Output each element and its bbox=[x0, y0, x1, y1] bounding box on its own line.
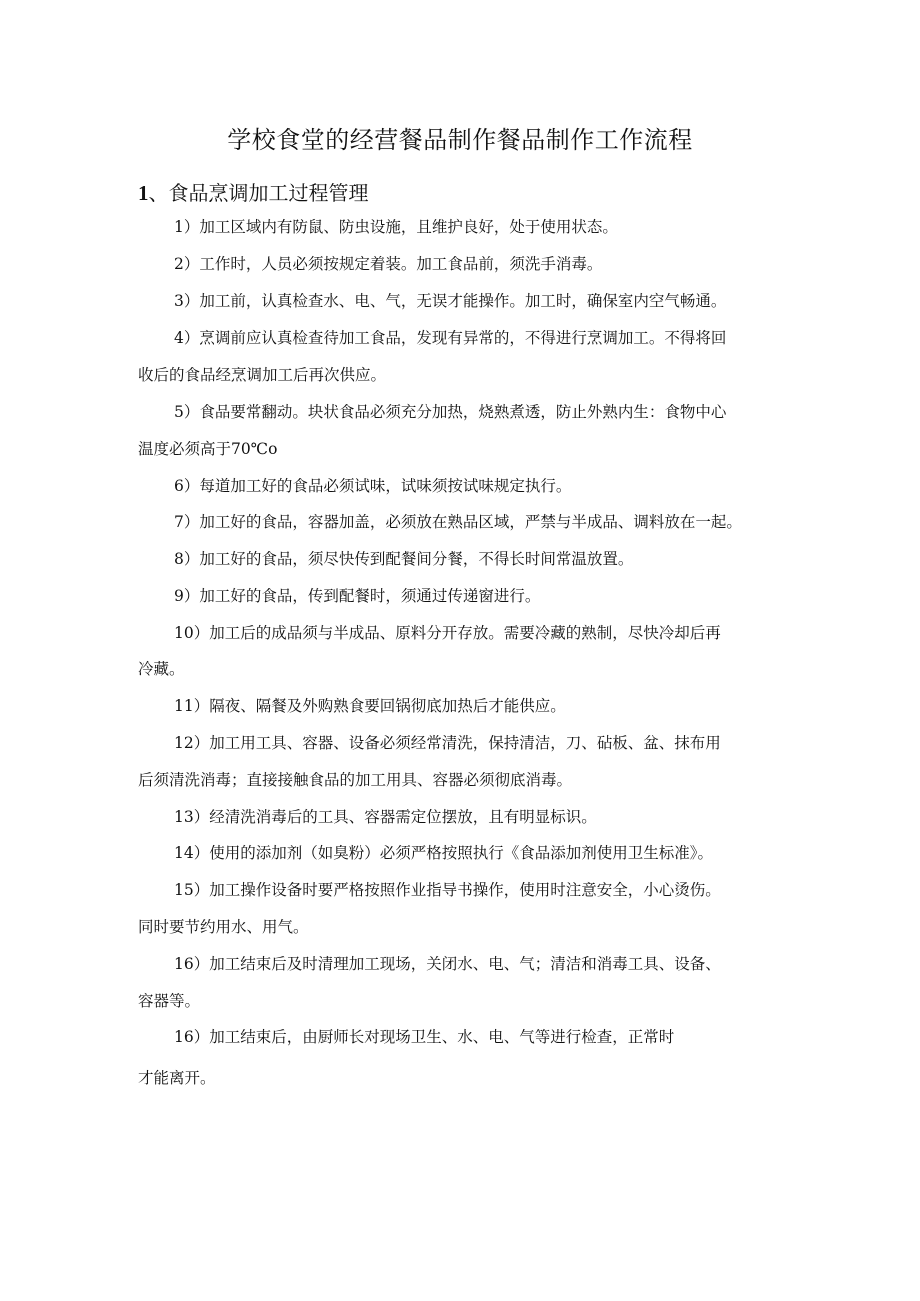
section-heading-text: 、食品烹调加工过程管理 bbox=[148, 181, 369, 205]
item-5-line-2: 温度必须高于70℃o bbox=[138, 440, 278, 458]
item-12-line-2: 后须清洗消毒；直接接触食品的加工用具、容器必须彻底消毒。 bbox=[138, 771, 573, 789]
item-4-line-2: 收后的食品经烹调加工后再次供应。 bbox=[138, 366, 387, 384]
item-16b-line-1: 16）加工结束后，由厨师长对现场卫生、水、电、气等进行检查，正常时 bbox=[174, 1028, 675, 1046]
item-1-line: 1）加工区域内有防鼠、防虫设施，且维护良好，处于使用状态。 bbox=[174, 218, 618, 236]
item-13-line: 13）经清洗消毒后的工具、容器需定位摆放，且有明显标识。 bbox=[174, 808, 597, 826]
item-16-line-2: 容器等。 bbox=[138, 992, 201, 1010]
item-7-line: 7）加工好的食品，容器加盖，必须放在熟品区域，严禁与半成品、调料放在一起。 bbox=[174, 513, 742, 531]
item-9-line: 9）加工好的食品，传到配餐时，须通过传递窗进行。 bbox=[174, 587, 541, 605]
item-12-line-1: 12）加工用工具、容器、设备必须经常清洗，保持清洁，刀、砧板、盆、抹布用 bbox=[174, 734, 721, 752]
item-15-line-1: 15）加工操作设备时要严格按照作业指导书操作，使用时注意安全，小心烫伤。 bbox=[174, 881, 721, 899]
item-2-line: 2）工作时，人员必须按规定着装。加工食品前，须洗手消毒。 bbox=[174, 255, 603, 273]
section-number: 1 bbox=[138, 181, 149, 205]
item-16b-line-2: 才能离开。 bbox=[138, 1069, 216, 1087]
item-11-line: 11）隔夜、隔餐及外购熟食要回锅彻底加热后才能供应。 bbox=[174, 697, 566, 715]
item-16-line-1: 16）加工结束后及时清理加工现场，关闭水、电、气；清洁和消毒工具、设备、 bbox=[174, 955, 721, 973]
document-title: 学校食堂的经营餐品制作餐品制作工作流程 bbox=[227, 126, 693, 154]
item-10-line-1: 10）加工后的成品须与半成品、原料分开存放。需要冷藏的熟制，尽快冷却后再 bbox=[174, 624, 721, 642]
item-8-line: 8）加工好的食品，须尽快传到配餐间分餐，不得长时间常温放置。 bbox=[174, 550, 634, 568]
item-5-line-1: 5）食品要常翻动。块状食品必须充分加热，烧熟煮透，防止外熟内生：食物中心 bbox=[174, 403, 727, 421]
item-14-line: 14）使用的添加剂（如臭粉）必须严格按照执行《食品添加剂使用卫生标准》。 bbox=[174, 844, 713, 862]
item-4-line-1: 4）烹调前应认真检查待加工食品，发现有异常的，不得进行烹调加工。不得将回 bbox=[174, 329, 727, 347]
item-10-line-2: 冷藏。 bbox=[138, 660, 185, 678]
item-3-line: 3）加工前，认真检查水、电、气，无误才能操作。加工时，确保室内空气畅通。 bbox=[174, 292, 727, 310]
item-15-line-2: 同时要节约用水、用气。 bbox=[138, 918, 309, 936]
section-heading bbox=[138, 177, 369, 206]
item-6-line: 6）每道加工好的食品必须试味，试味须按试味规定执行。 bbox=[174, 477, 572, 495]
